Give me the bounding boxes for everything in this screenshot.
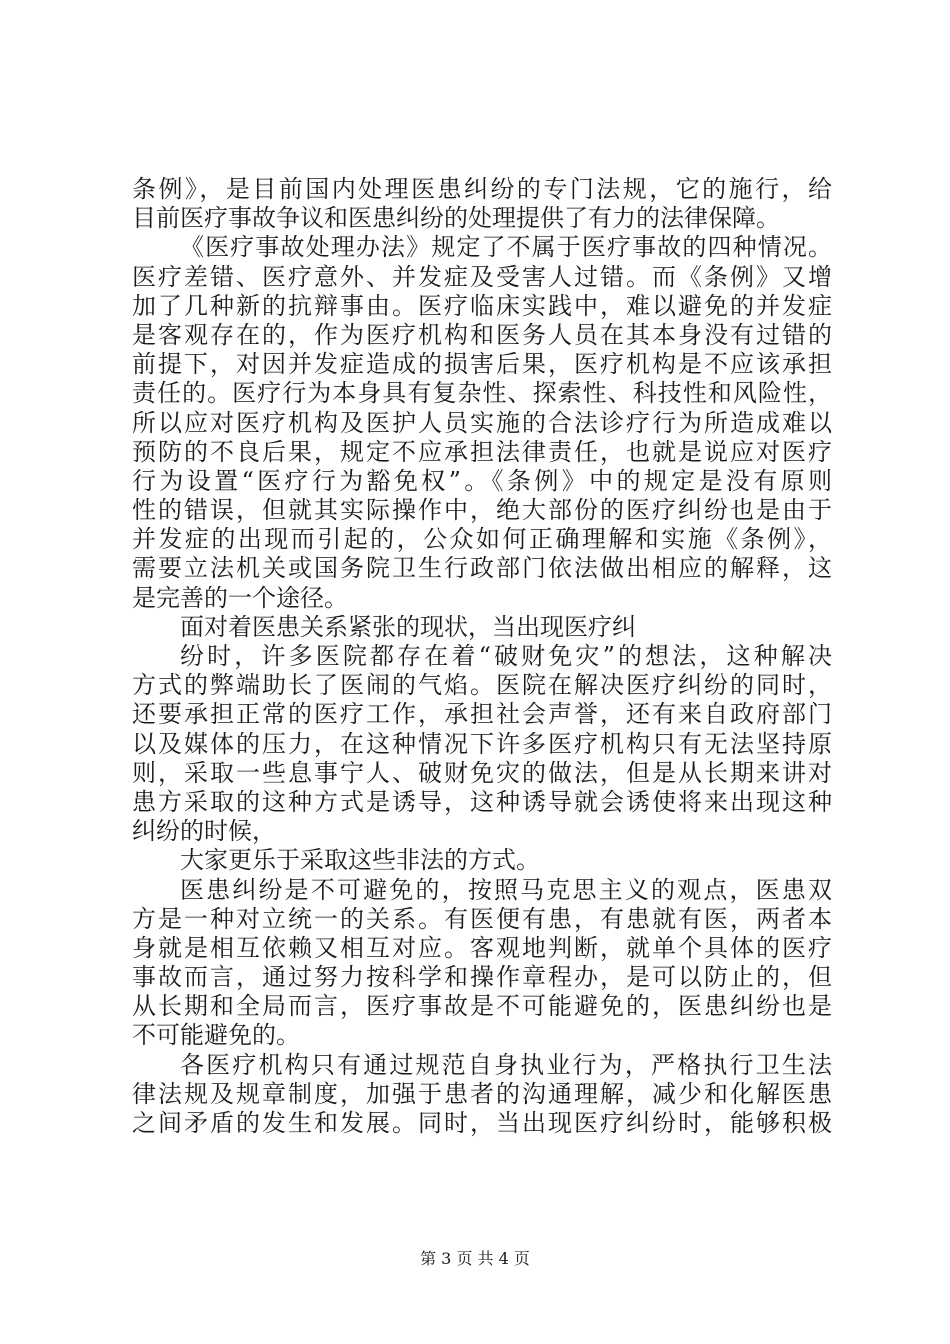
text-line: 不可能避免的。	[132, 1021, 300, 1050]
text-line: 条例》，是目前国内处理医患纠纷的专门法规，它的施行，给	[132, 175, 832, 203]
text-line: 还要承担正常的医疗工作，承担社会声誉，还有来自政府部门	[132, 700, 832, 729]
text-line: 之间矛盾的发生和发展。同时，当出现医疗纠纷时，能够积极	[132, 1109, 832, 1137]
text-line: 预防的不良后果，规定不应承担法律责任，也就是说应对医疗	[132, 437, 832, 466]
page-footer: 第 3 页 共 4 页	[420, 1249, 530, 1268]
text-line: 各医疗机构只有通过规范自身执业行为，严格执行卫生法	[180, 1050, 832, 1079]
text-line: 目前医疗事故争议和医患纠纷的处理提供了有力的法律保障。	[132, 204, 780, 233]
text-line: 《医疗事故处理办法》规定了不属于医疗事故的四种情况。	[180, 233, 832, 262]
document-body	[132, 175, 832, 1138]
text-line: 责任的。医疗行为本身具有复杂性、探索性、科技性和风险性，	[132, 379, 832, 408]
text-line: 医患纠纷是不可避免的，按照马克思主义的观点，医患双	[180, 875, 832, 904]
text-line: 纠纷的时候，	[132, 817, 276, 846]
text-line: 事故而言，通过努力按科学和操作章程办，是可以防止的，但	[132, 963, 832, 992]
text-line: 面对着医患关系紧张的现状，当出现医疗纠	[180, 612, 636, 641]
text-line: 方是一种对立统一的关系。有医便有患，有患就有医，两者本	[132, 904, 832, 933]
text-line: 从长期和全局而言，医疗事故是不可能避免的，医患纠纷也是	[132, 992, 832, 1021]
text-line: 是完善的一个途径。	[132, 583, 348, 612]
text-line: 需要立法机关或国务院卫生行政部门依法做出相应的解释，这	[132, 554, 832, 583]
text-line: 大家更乐于采取这些非法的方式。	[180, 846, 540, 875]
text-line: 身就是相互依赖又相互对应。客观地判断，就单个具体的医疗	[132, 933, 832, 962]
text-line: 前提下，对因并发症造成的损害后果，医疗机构是不应该承担	[132, 350, 832, 379]
text-line: 以及媒体的压力，在这种情况下许多医疗机构只有无法坚持原	[132, 729, 832, 758]
text-line: 患方采取的这种方式是诱导，这种诱导就会诱使将来出现这种	[132, 787, 832, 816]
text-line: 加了几种新的抗辩事由。医疗临床实践中，难以避免的并发症	[132, 291, 832, 320]
text-line: 性的错误，但就其实际操作中，绝大部份的医疗纠纷也是由于	[132, 496, 832, 525]
text-line: 则，采取一些息事宁人、破财免灾的做法，但是从长期来讲对	[132, 758, 832, 787]
text-line: 行为设置“医疗行为豁免权”。《条例》中的规定是没有原则	[132, 466, 832, 495]
text-line: 律法规及规章制度，加强于患者的沟通理解，减少和化解医患	[132, 1079, 832, 1108]
text-line: 所以应对医疗机构及医护人员实施的合法诊疗行为所造成难以	[132, 408, 832, 437]
text-line: 方式的弊端助长了医闹的气焰。医院在解决医疗纠纷的同时，	[132, 671, 832, 700]
text-line: 是客观存在的，作为医疗机构和医务人员在其本身没有过错的	[132, 320, 832, 349]
text-line: 纷时，许多医院都存在着“破财免灾”的想法，这种解决	[180, 642, 832, 670]
text-line: 医疗差错、医疗意外、并发症及受害人过错。而《条例》又增	[132, 262, 832, 291]
text-line: 并发症的出现而引起的，公众如何正确理解和实施《条例》，	[132, 525, 832, 554]
